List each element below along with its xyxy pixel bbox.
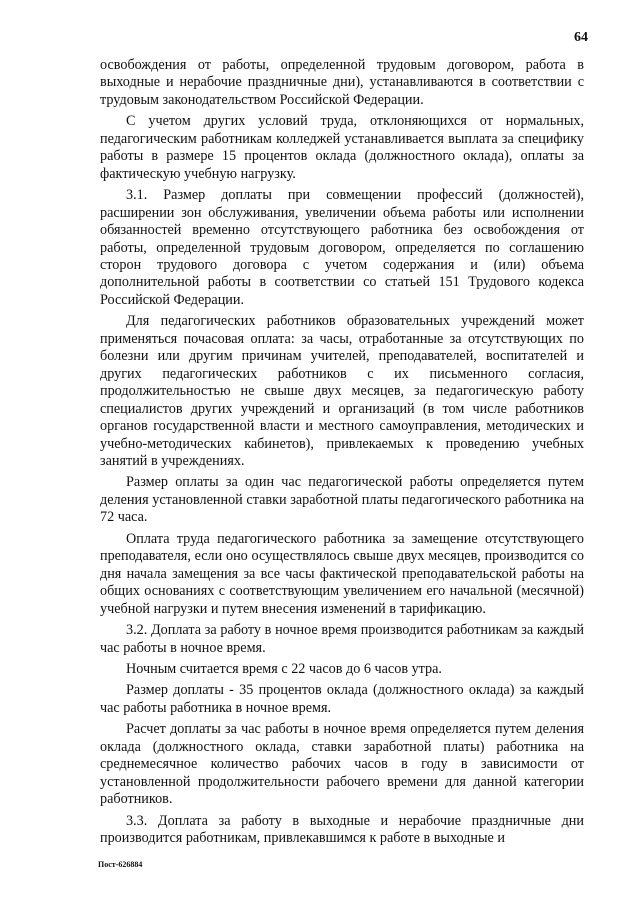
paragraph-3-1-combined-duties: 3.1. Размер доплаты при совмещении профессий (должностей), расширении зон обслуживания, увеличении объема работы или исполнении обязанностей временно отсутствующего работника без освобождения от работы, определенной трудовым договором, определяется по соглашению сторон трудового договора с учетом содержания и (или) объема дополнительной работы в соответствии со статьей 151 Трудового кодекса Российской Федерации. <box>100 187 584 308</box>
paragraph-3-3-holiday-work: 3.3. Доплата за работу в выходные и нерабочие праздничные дни производится работникам, привлекавшимся к работе в выходные и <box>100 812 584 847</box>
paragraph-hourly-rate: Размер оплаты за один час педагогической работы определяется путем деления установленной ставки заработной платы педагогического работника на 72 часа. <box>100 474 584 526</box>
paragraph-specifics-payment: С учетом других условий труда, отклоняющихся от нормальных, педагогическим работникам колледжей устанавливается выплата за специфику работы в размере 15 процентов оклада (должностного оклада), оплаты за фактическую учебную нагрузку. <box>100 113 584 182</box>
paragraph-hourly-pay: Для педагогических работников образовательных учреждений может применяться почасовая оплата: за часы, отработанные за отсутствующих по болезни или другим причинам учителей, преподавателей, воспитателей и других педагогических работников с их письменного согласия, продолжительностью не свыше двух месяцев, за педагогическую работу специалистов других учреждений и организаций (в том числе работников органов государственной власти и местного самоуправления, методических и учебно-методических кабинетов), привлекаемых к проведению учебных занятий в учреждениях. <box>100 313 584 469</box>
paragraph-night-rate: Размер доплаты - 35 процентов оклада (должностного оклада) за каждый час работы работника в ночное время. <box>100 682 584 716</box>
document-body <box>100 57 584 851</box>
paragraph-3-2-night-work: 3.2. Доплата за работу в ночное время производится работникам за каждый час работы в ночное время. <box>100 622 584 656</box>
paragraph-substitution-pay: Оплата труда педагогического работника за замещение отсутствующего преподавателя, если оно осуществлялось свыше двух месяцев, производится со дня начала замещения за все часы фактической преподавательской работы на общих основаниях с соответствующим увеличением его начальной (месячной) учебной нагрузки и путем внесения изменений в тарификацию. <box>100 530 584 617</box>
page-number: 64 <box>574 30 588 45</box>
paragraph-night-calculation: Расчет доплаты за час работы в ночное время определяется путем деления оклада (должностного оклада, ставки заработной платы) работника на среднемесячное количество рабочих часов в году в зависимости от установленной продолжительности рабочего времени для данной категории работников. <box>100 721 584 808</box>
document-code: Пост-626884 <box>98 860 143 869</box>
paragraph-continuation: освобождения от работы, определенной трудовым договором, работа в выходные и нерабочие праздничные дни), устанавливаются в соответствии с трудовым законодательством Российской Федерации. <box>100 57 584 108</box>
paragraph-night-time-definition: Ночным считается время с 22 часов до 6 часов утра. <box>126 660 442 677</box>
